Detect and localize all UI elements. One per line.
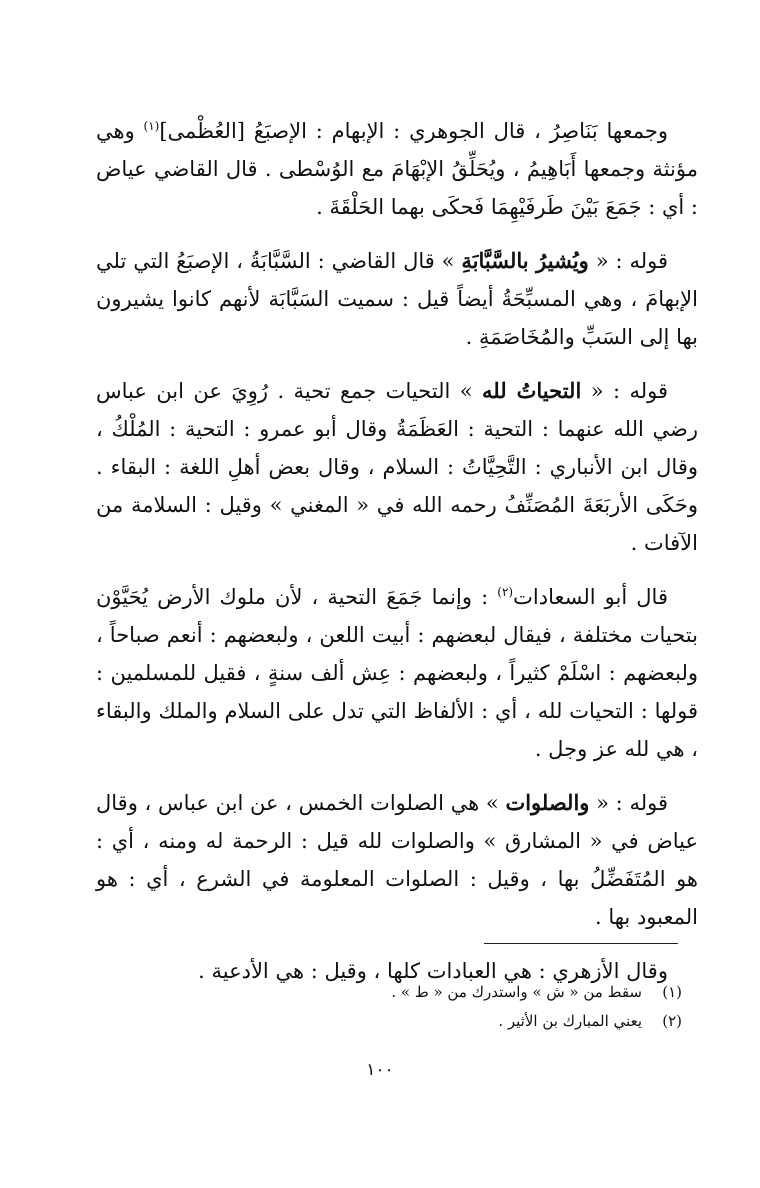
text-run: » هي الصلوات الخمس ، عن ابن عباس ، وقال عياض في « المشارق » والصلوات لله قيل : الرحمة له ومنه ، أي : هو المُتَفَضِّلُ بها ، وقيل : الصلوات المعلومة في الشرع ، أي : هو المعبود بها . (96, 791, 698, 929)
text-run: : وإنما جَمَعَ التحية ، لأن ملوك الأرض يُحَيَّوْن بتحيات مختلفة ، فيقال لبعضهم : أبيت اللعن ، ولبعضهم : أنعم صباحاً ، ولبعضهم : اسْلَمْ كثيراً ، ولبعضهم : عِش ألف سنةٍ ، فقيل للمسلمين : قولها : التحيات لله ، أي : الألفاظ التي تدل على السلام والملك والبقاء ، هي لله عز وجل . (96, 585, 698, 761)
footnote-1 (96, 978, 682, 1007)
main-text (96, 112, 698, 1006)
page-number: ١٠٠ (366, 1060, 394, 1080)
paragraph (96, 578, 698, 768)
footnote-text: يعني المبارك بن الأثير . (498, 1012, 642, 1030)
paragraph (96, 242, 698, 356)
footnote-2 (96, 1007, 682, 1036)
footnote-divider (484, 943, 678, 944)
paragraph (96, 112, 698, 226)
text-run: قوله : « (581, 379, 668, 403)
paragraph (96, 784, 698, 936)
text-run: قال أبو السعادات (513, 585, 668, 609)
text-run: » قال القاضي : السَّبَّابَةُ ، الإصبَعُ التي تلي الإبهامَ ، وهي المسبِّحَةُ أيضاً قيل : سميت السَبَّابَة لأنهم كانوا يشيرون بها إلى السَبِّ والمُخَاصَمَةِ . (96, 249, 698, 349)
text-run: وجمعها بَنَاصِرُ ، قال الجوهري : الإبهام : الإصبَعُ [العُظْمى] (159, 119, 668, 143)
footnote-text: سقط من « ش » واستدرك من « ط » . (391, 983, 642, 1001)
footnote-marker[interactable]: (١) (143, 119, 160, 133)
quoted-term: التحياتُ لله (481, 378, 582, 403)
footnote-number: (٢) (662, 1012, 682, 1030)
quoted-term: ويُشيرُ بالسَّبَّابَةِ (461, 248, 589, 273)
text-run: وهي مؤنثة وجمعها أَبَاهِيمُ ، ويُحَلِّقُ الإبْهَامَ مع الوُسْطى . قال القاضي عياض : أي : جَمَعَ بَيْنَ طَرفَيْهِمَا فَحكَى بهما الحَلْقَةَ . (96, 119, 698, 219)
text-run: وقال الأزهري : هي العبادات كلها ، وقيل : هي الأدعية . (198, 959, 668, 983)
text-run: قوله : « (589, 791, 668, 815)
footnotes (96, 978, 682, 1036)
footnote-marker[interactable]: (٢) (497, 585, 514, 599)
text-run: قوله : « (588, 249, 668, 273)
text-run: » التحيات جمع تحية . رُوِيَ عن ابن عباس رضي الله عنهما : التحية : العَظَمَةُ وقال أبو عمرو : التحية : المُلْكُ ، وقال ابن الأنباري : التَّحِيَّاتُ : السلام ، وقال بعض أهلِ اللغة : البقاء . وحَكَى الأربَعَةَ المُصَنِّفُ رحمه الله في « المغني » وقيل : السلامة من الآفات . (96, 379, 698, 555)
quoted-term: والصلوات (505, 790, 590, 815)
paragraph (96, 372, 698, 562)
footnote-number: (١) (662, 983, 682, 1001)
